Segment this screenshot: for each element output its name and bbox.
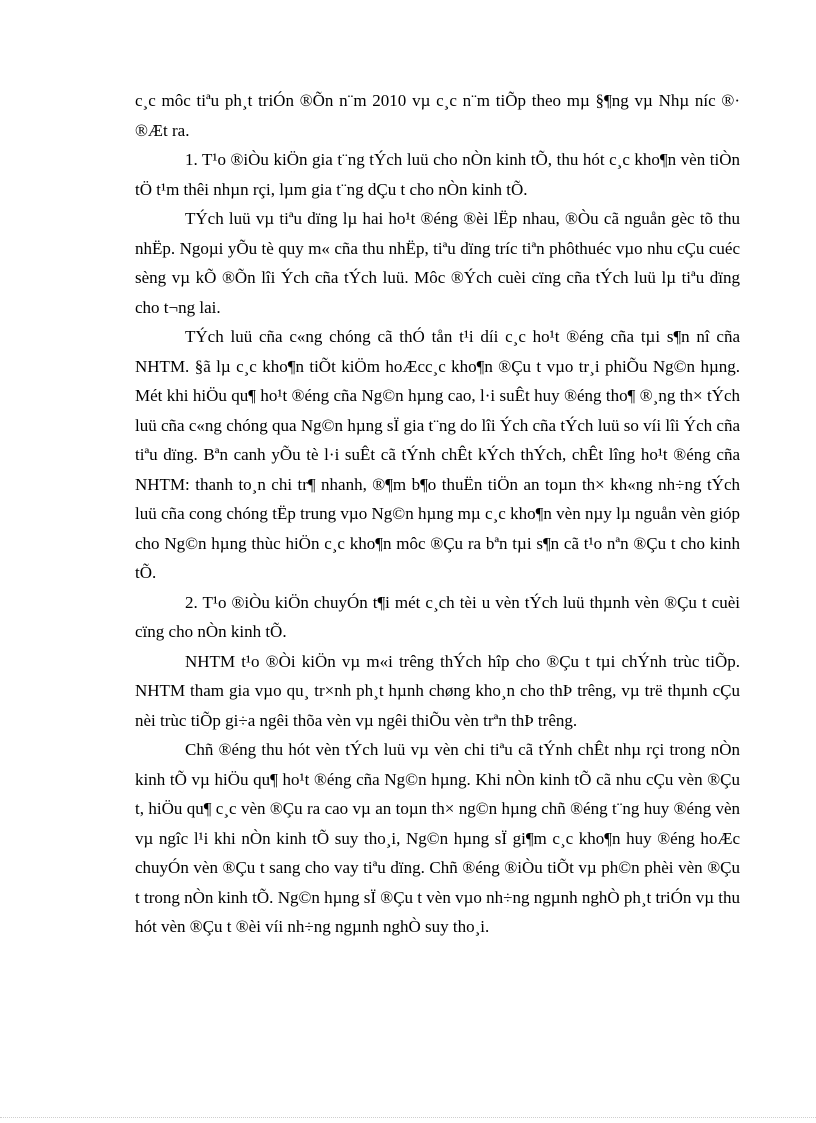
paragraph-3: TÝch luü vµ tiªu dïng lµ hai ho¹t ®éng ®èi lËp nhau, ®Òu cã nguån gèc tõ thu nhËp. Ngoµi yÕu tè quy m« cña thu nhËp, tiªu dïng tríc tiªn phôthuéc vµo nhu cÇu cuéc sèng vµ kÕ ®Õn lîi Ých cña tÝch luü. Môc ®Ých cuèi cïng cña tÝch luü lµ tiªu dïng cho t¬ng lai. [135, 209, 740, 317]
document-body [135, 86, 740, 942]
paragraph-2: 1. T¹o ®iÒu kiÖn gia t¨ng tÝch luü cho nÒn kinh tÕ, thu hót c¸c kho¶n vèn tiÒn tÖ t¹m thêi nhµn rçi, lµm gia t¨ng dÇu t cho nÒn kinh tÕ. [135, 150, 740, 199]
page-bottom-rule [0, 1117, 816, 1118]
paragraph-7: Chñ ®éng thu hót vèn tÝch luü vµ vèn chi tiªu cã tÝnh chÊt nhµ rçi trong nÒn kinh tÕ vµ hiÖu qu¶ ho¹t ®éng cña Ng©n hµng. Khi nÒn kinh tÕ cã nhu cÇu vèn ®Çu t, hiÖu qu¶ c¸c vèn ®Çu ra cao vµ an toµn th× ng©n hµng chñ ®éng t¨ng huy ®éng vèn vµ ngîc l¹i khi nÒn kinh tÕ suy tho¸i, Ng©n hµng sÏ gi¶m c¸c kho¶n huy ®éng hoÆc chuyÓn vèn ®Çu t sang cho vay tiªu dïng. Chñ ®éng ®iÒu tiÕt vµ ph©n phèi vèn ®Çu t trong nÒn kinh tÕ. Ng©n hµng sÏ ®Çu t vèn vµo nh÷ng ngµnh nghÒ ph¸t triÓn vµ thu hót vèn ®Çu t ®èi víi nh÷ng ngµnh nghÒ suy tho¸i. [135, 740, 740, 936]
paragraph-5: 2. T¹o ®iÒu kiÖn chuyÓn t¶i mét c¸ch tèi u vèn tÝch luü thµnh vèn ®Çu t cuèi cïng cho nÒn kinh tÕ. [135, 592, 740, 641]
paragraph-1: c¸c môc tiªu ph¸t triÓn ®Õn n¨m 2010 vµ c¸c n¨m tiÕp theo mµ §¶ng vµ Nhµ níc ®· ®Æt ra. [135, 91, 740, 140]
paragraph-6: NHTM t¹o ®Òi kiÖn vµ m«i trêng thÝch hîp cho ®Çu t tµi chÝnh trùc tiÕp. NHTM tham gia vµo qu¸ tr×nh ph¸t hµnh chøng kho¸n cho thÞ trêng, vµ trë thµnh cÇu nèi trùc tiÕp gi÷a ngêi thõa vèn vµ ngêi thiÕu vèn trªn thÞ trêng. [135, 651, 740, 730]
paragraph-4: TÝch luü cña c«ng chóng cã thÓ tån t¹i díi c¸c ho¹t ®éng cña tµi s¶n nî cña NHTM. §ã lµ c¸c kho¶n tiÕt kiÖm hoÆcc¸c kho¶n ®Çu t vµo tr¸i phiÕu Ng©n hµng. Mét khi hiÖu qu¶ ho¹t ®éng cña Ng©n hµng cao, l·i suÊt huy ®éng tho¶ ®¸ng th× tÝch luü cña c«ng chóng qua Ng©n hµng sÏ gia t¨ng do lîi Ých cña tÝch luü so víi lîi Ých cña tiªu dïng. Bªn canh yÕu tè l·i suÊt cã tÝnh chÊt kÝch thÝch, chÊt lîng ho¹t ®éng cña NHTM: thanh to¸n chi tr¶ nhanh, ®¶m b¶o thuËn tiÖn an toµn th× kh«ng nh÷ng tÝch luü cña cong chóng tËp trung vµo Ng©n hµng mµ c¸c kho¶n vèn nµy lµ nguån vèn gióp cho Ng©n hµng thùc hiÖn c¸c kho¶n môc ®Çu ra bªn tµi s¶n cã t¹o nªn ®Çu t cho kinh tÕ. [135, 327, 740, 582]
